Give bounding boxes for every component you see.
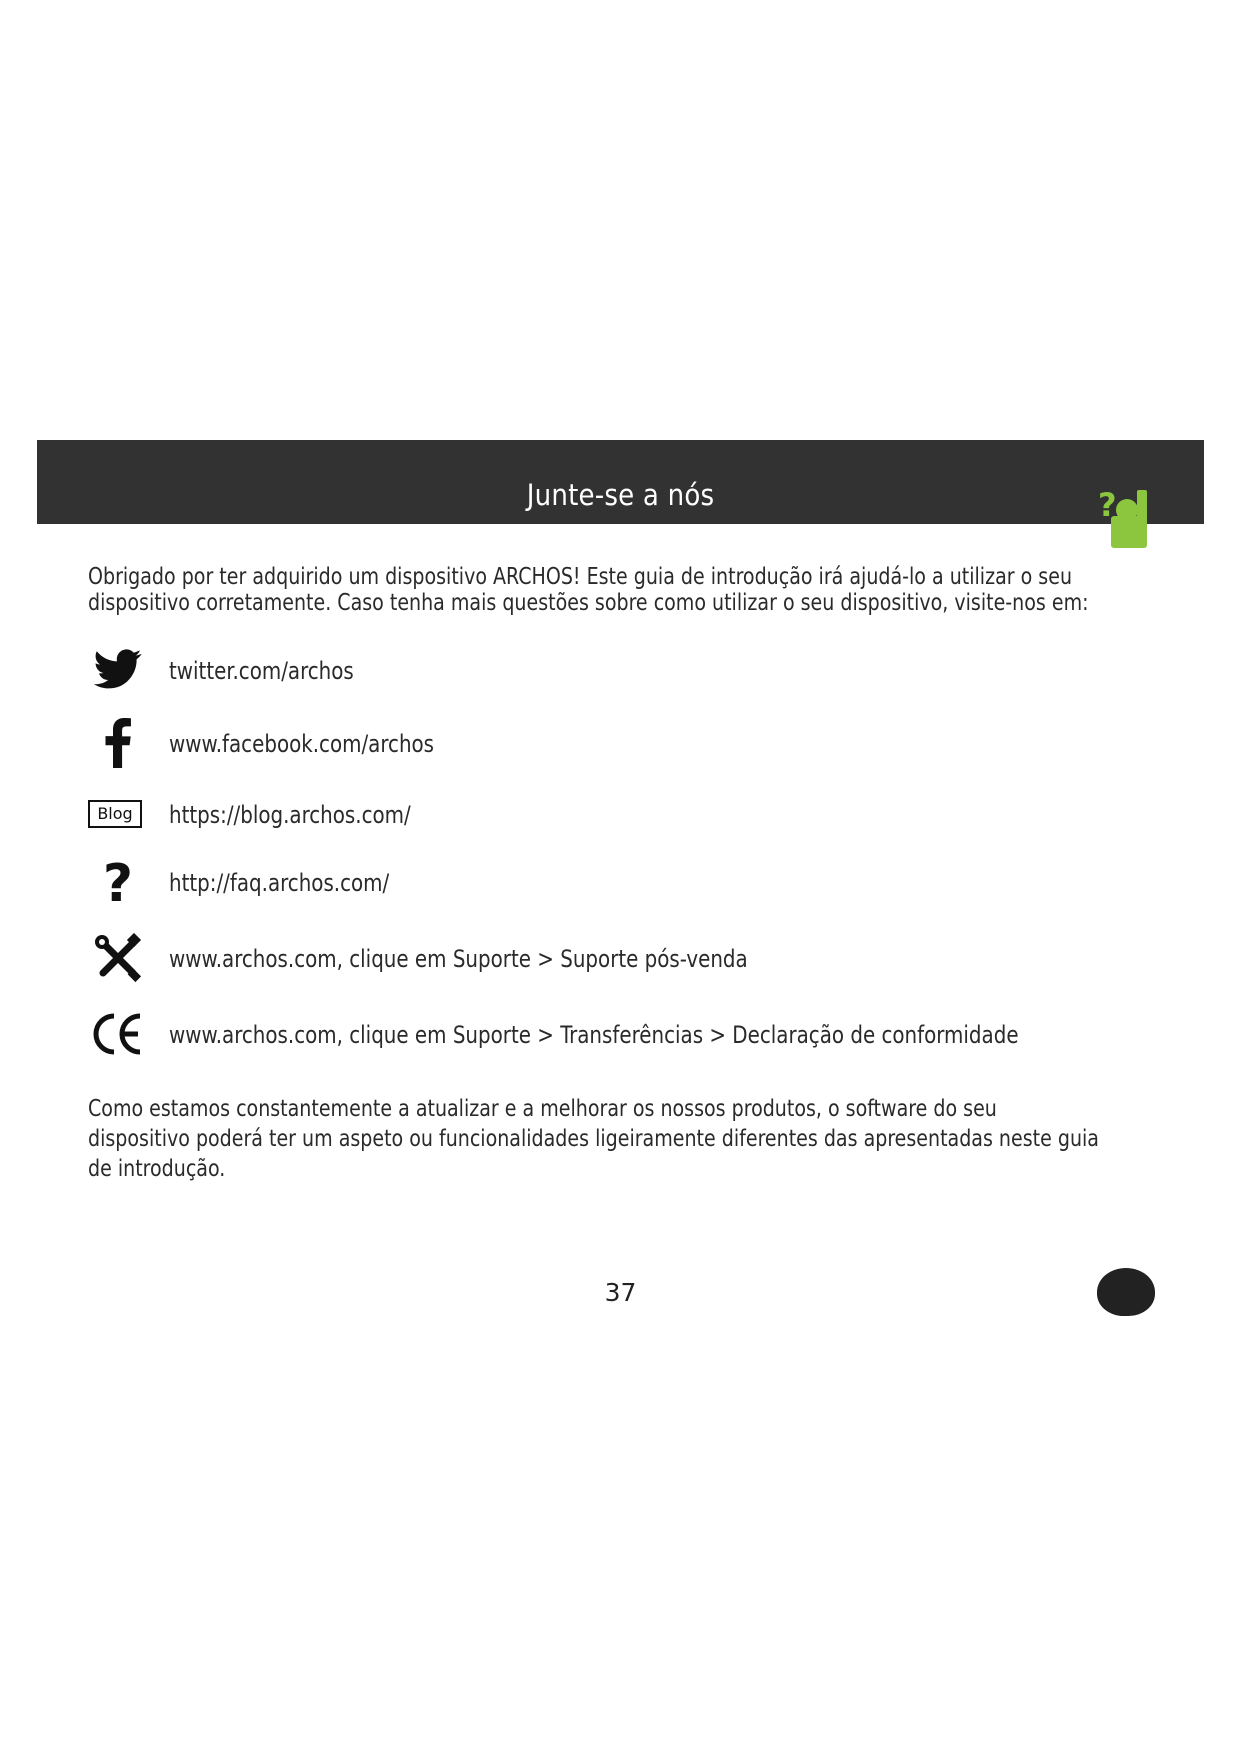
outro-line-3: de introdução.: [88, 1156, 226, 1182]
intro-line-1: Obrigado por ter adquirido um dispositivo ARCHOS! Este guia de introdução irá ajudá-lo a utilizar o seu: [88, 564, 1073, 590]
section-header-bar: [37, 440, 1204, 524]
question-mark-icon: [86, 852, 150, 912]
page-tab-dot: [1097, 1268, 1155, 1316]
link-row-blog: [0, 784, 1241, 844]
link-row-faq: [0, 852, 1241, 912]
faq-link[interactable]: http://faq.archos.com/: [169, 869, 390, 897]
tools-icon: [86, 928, 150, 988]
blog-badge: Blog: [88, 800, 141, 828]
link-row-support: [0, 928, 1241, 988]
page-number: 37: [604, 1278, 637, 1307]
support-link[interactable]: www.archos.com, clique em Suporte > Suporte pós-venda: [169, 945, 748, 973]
outro-line-1: Como estamos constantemente a atualizar e a melhorar os nossos produtos, o software do seu: [88, 1096, 997, 1122]
facebook-link[interactable]: www.facebook.com/archos: [169, 730, 435, 758]
svg-text:?: ?: [102, 857, 134, 907]
outro-line-2: dispositivo poderá ter um aspeto ou funcionalidades ligeiramente diferentes das apresentadas neste guia: [88, 1126, 1099, 1152]
link-row-twitter: [0, 640, 1241, 700]
link-row-ce-declaration: [0, 1004, 1241, 1064]
twitter-bird-icon: [86, 640, 150, 700]
blog-icon: [83, 784, 147, 844]
svg-text:?: ?: [1098, 486, 1117, 524]
link-row-facebook: [0, 713, 1241, 773]
ce-mark-icon: [86, 1004, 150, 1064]
outro-paragraph: [88, 1094, 1099, 1184]
intro-paragraph: [88, 564, 1089, 616]
facebook-icon: [86, 713, 150, 773]
blog-link[interactable]: https://blog.archos.com/: [169, 801, 411, 829]
help-person-icon: [1097, 486, 1155, 548]
section-title: Junte-se a nós: [526, 478, 715, 512]
ce-declaration-link[interactable]: www.archos.com, clique em Suporte > Transferências > Declaração de conformidade: [169, 1021, 1019, 1049]
intro-line-2: dispositivo corretamente. Caso tenha mais questões sobre como utilizar o seu dispositivo, visite-nos em:: [88, 590, 1089, 616]
twitter-link[interactable]: twitter.com/archos: [169, 657, 354, 685]
